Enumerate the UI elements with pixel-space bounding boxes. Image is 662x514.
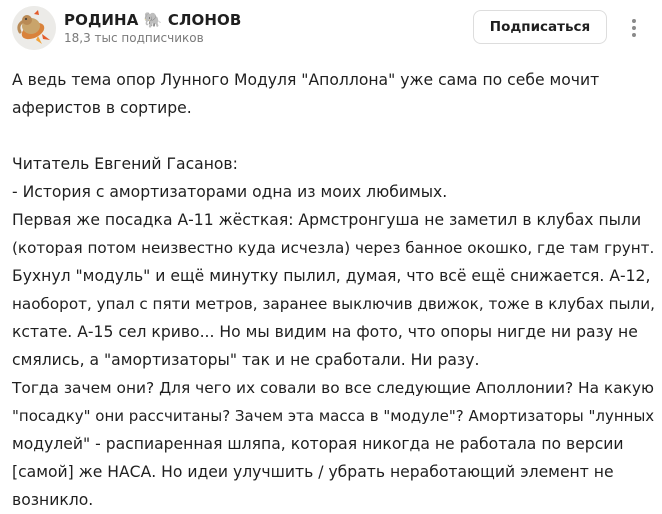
subscribe-button[interactable]: Подписаться bbox=[473, 10, 607, 44]
channel-name[interactable]: РОДИНА 🐘 СЛОНОВ bbox=[64, 11, 242, 29]
channel-header bbox=[0, 0, 662, 56]
more-dot bbox=[632, 19, 636, 23]
subscriber-count: 18,3 тыс подписчиков bbox=[64, 31, 204, 45]
article-line: наоборот, упал с пяти метров, заранее выключив движок, тоже в клубах пыли, bbox=[12, 295, 655, 313]
more-options-icon[interactable] bbox=[622, 16, 646, 40]
article-body bbox=[12, 66, 658, 514]
paragraph-gap bbox=[12, 122, 658, 150]
elephant-rocket-icon bbox=[12, 6, 56, 50]
more-dot bbox=[632, 26, 636, 30]
article-line: возникло. bbox=[12, 491, 94, 509]
article-line: [самой] же НАСА. Но идеи улучшить / убрать неработающий элемент не bbox=[12, 463, 614, 481]
article-line: кстате. А-15 сел криво... Но мы видим на фото, что опоры нигде ни разу не bbox=[12, 323, 638, 341]
article-line: - История с амортизаторами одна из моих любимых. bbox=[12, 183, 448, 201]
article-line: Читатель Евгений Гасанов: bbox=[12, 155, 238, 173]
article-line: Бухнул "модуль" и ещё минутку пылил, думая, что всё ещё снижается. А-12, bbox=[12, 267, 651, 285]
article-line: смялись, а "амортизаторы" так и не сработали. Ни разу. bbox=[12, 351, 480, 369]
avatar[interactable] bbox=[12, 6, 56, 50]
article-line: аферистов в сортире. bbox=[12, 99, 192, 117]
article-line: А ведь тема опор Лунного Модуля "Аполлона" уже сама по себе мочит bbox=[12, 71, 600, 89]
more-dot bbox=[632, 33, 636, 37]
article-line: Тогда зачем они? Для чего их совали во все следующие Аполлонии? На какую bbox=[12, 379, 654, 397]
article-line: Первая же посадка А-11 жёсткая: Армстронгуша не заметил в клубах пыли bbox=[12, 211, 642, 229]
article-line: модулей" - распиаренная шляпа, которая никогда не работала по версии bbox=[12, 435, 624, 453]
article-line: "посадку" они рассчитаны? Зачем эта масса в "модуле"? Амортизаторы "лунных bbox=[12, 407, 655, 425]
article-line: (которая потом неизвестно куда исчезла) через банное окошко, где там грунт. bbox=[12, 239, 655, 257]
